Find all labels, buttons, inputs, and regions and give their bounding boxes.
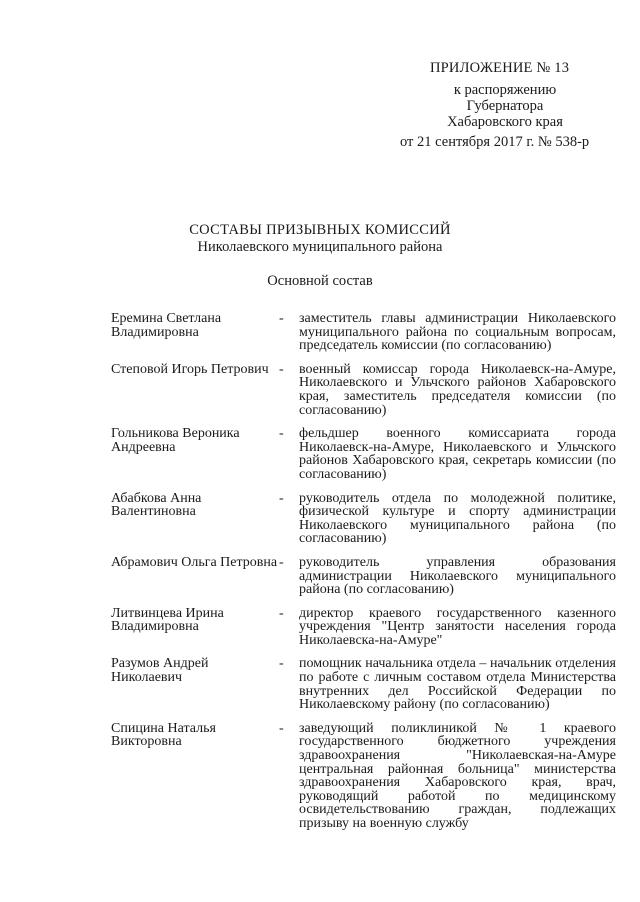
member-position: фельдшер военного комиссариата города Николаевск-на-Амуре, Николаевского и Ульчского районов Хабаровского края, секретарь комиссии (по согласованию) — [299, 426, 616, 482]
appendix-block — [360, 60, 630, 150]
member-dash: - — [279, 720, 284, 736]
member-row — [111, 363, 616, 417]
member-row — [111, 492, 616, 546]
member-dash: - — [279, 490, 284, 506]
appendix-reference-line-1: к распоряжению — [453, 82, 557, 98]
member-position: руководитель управления образования администрации Николаевского муниципального района (по согласованию) — [299, 554, 616, 598]
member-position: заведующий поликлиникой № 1 краевого государственного бюджетного учреждения здравоохранения "Николаевская-на-Амуре центральная районная больница" министерства здравоохранения Хабаровского края, врач, руководящий работой по медицинскому освидетельствованию граждан, подлежащих призыву на военную службу — [299, 720, 616, 831]
document-title: СОСТАВЫ ПРИЗЫВНЫХ КОМИССИЙ — [189, 222, 451, 238]
appendix-heading: ПРИЛОЖЕНИЕ № 13 — [430, 60, 570, 76]
member-position: руководитель отдела по молодежной политике, физической культуре и спорту администрации Николаевского муниципального района (по согласованию) — [299, 490, 616, 547]
member-name: Разумов Андрей Николаевич — [111, 656, 209, 686]
member-dash: - — [279, 426, 284, 442]
appendix-reference-line-3: Хабаровского края — [447, 114, 563, 130]
member-row — [111, 556, 616, 597]
member-name: Спицина Наталья Викторовна — [111, 720, 216, 750]
member-row — [111, 722, 616, 831]
appendix-reference-line-2: Губернатора — [466, 98, 544, 114]
document-subtitle: Николаевского муниципального района — [197, 239, 443, 255]
member-row — [111, 657, 616, 711]
member-dash: - — [279, 311, 284, 326]
member-name: Абабкова Анна Валентиновна — [111, 490, 202, 520]
appendix-date-line: от 21 сентября 2017 г. № 538-р — [400, 134, 590, 150]
member-name: Литвинцева Ирина Владимировна — [111, 605, 224, 635]
members-list — [111, 312, 616, 841]
member-position: военный комиссар города Николаевск-на-Амуре, Николаевского и Ульчского районов Хабаровского края, заместитель председателя комиссии (по согласованию) — [299, 361, 616, 418]
member-name: Гольникова Вероника Андреевна — [111, 426, 240, 455]
member-dash: - — [279, 361, 284, 377]
member-row — [111, 312, 616, 353]
member-dash: - — [279, 656, 284, 672]
member-position: помощник начальника отдела – начальник отделения по работе с личным составом отдела Министерства внутренних дел Российской Федерации по Николаевскому району (по согласованию) — [299, 656, 616, 713]
member-row — [111, 607, 616, 648]
member-position: директор краевого государственного казенного учреждения "Центр занятости населения города Николаевска-на-Амуре" — [299, 605, 616, 648]
member-name: Еремина Светлана Владимировна — [111, 311, 222, 340]
member-row — [111, 427, 616, 481]
member-dash: - — [279, 554, 284, 570]
document-title-block — [0, 222, 640, 290]
member-position: заместитель главы администрации Николаевского муниципального района по социальным вопросам, председатель комиссии (по согласованию) — [299, 311, 616, 354]
section-heading: Основной состав — [267, 273, 373, 289]
member-name: Абрамович Ольга Петровна — [111, 554, 278, 570]
member-name: Степовой Игорь Петрович — [111, 361, 269, 377]
member-dash: - — [279, 605, 284, 621]
